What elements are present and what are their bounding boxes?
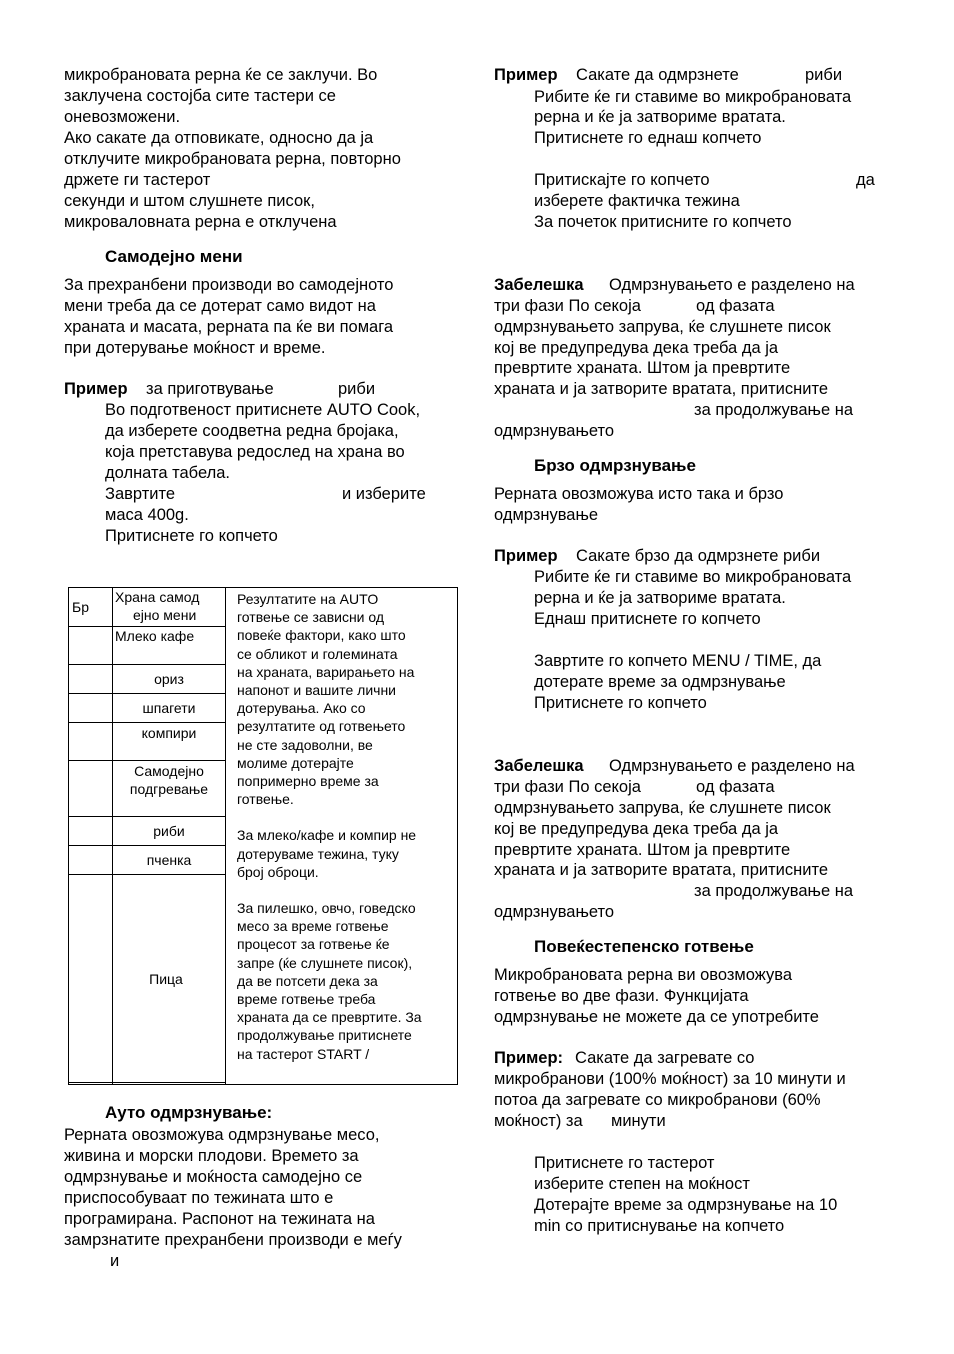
auto-menu-turn-tail: и изберите [342, 485, 426, 503]
quick-defrost-heading: Брзо одмрзнување [534, 456, 696, 475]
auto-defrost-para: замрзнатите прехранбени производи е меѓу [64, 1231, 402, 1249]
table-food-line: Самодејно [134, 763, 204, 779]
note1-label: Забелешка [494, 276, 584, 294]
auto-menu-heading: Самодејно мени [105, 247, 243, 266]
note-line: напонот и вашите лични [237, 682, 396, 699]
table-food-cell: компири [113, 723, 226, 761]
intro-line: секунди и штом слушнете писок, [64, 192, 315, 210]
note-line: Резултатите на AUTO [237, 591, 379, 607]
auto-defrost-para: живина и морски плодови. Времето за [64, 1147, 359, 1165]
auto-menu-para: при дотерување моќност и време. [64, 339, 326, 357]
quick-defrost-para: Рерната овозможува исто така и брзо [494, 485, 784, 503]
auto-menu-press: Притиснете го копчето [105, 527, 278, 545]
multistage-example-line: микробранови (100% моќност) за 10 минути и [494, 1070, 846, 1088]
auto-defrost-heading: Ауто одмрзнување: [105, 1103, 273, 1122]
note2-line: три фази По секоја [494, 778, 641, 796]
note-line: дотерувања. Ако со [237, 700, 366, 717]
note2-line: превртите храната. Штом ја превртите [494, 841, 791, 859]
table-row-no [69, 665, 113, 694]
example1-press: Притискајте го копчето [534, 171, 710, 189]
multistage-para: Микробрановата рерна ви овозможува [494, 966, 792, 984]
table-row-no [69, 875, 113, 1083]
note-line: месо за време готвење [237, 918, 389, 935]
note1-line: одмрзнувањето [494, 422, 615, 440]
example1-label: Пример [494, 66, 558, 84]
multistage-para: одмрзнување не можете да се употребите [494, 1008, 819, 1026]
note-line: готвење се зависни од [237, 609, 385, 626]
intro-line: отклучите микробрановата рерна, повторно [64, 150, 401, 168]
table-food-cell: Млеко кафе [113, 627, 226, 665]
note1-line: превртите храната. Штом ја превртите [494, 359, 791, 377]
quick-defrost-example-text: Сакате брзо да одмрзнете риби [576, 547, 821, 565]
note2-line: одмрзнувањето запрува, ќе слушнете писок [494, 799, 831, 817]
note-line: се обликот и големината [237, 645, 398, 662]
example1-tail: риби [805, 66, 843, 84]
note-line: За пилешко, овчо, говедско [237, 900, 416, 917]
note1-line: за продолжување на [694, 401, 854, 419]
intro-line: оневозможени. [64, 108, 181, 126]
note-line: продолжување притиснете [237, 1027, 412, 1044]
table-row-no [69, 761, 113, 817]
multistage-example-line: потоа да загревате со микробранови (60% [494, 1091, 821, 1109]
multistage-example-label: Пример: [494, 1049, 564, 1067]
table-food-cell: шпагети [113, 694, 226, 723]
multistage-heading: Повеќестепенско готвење [534, 937, 754, 956]
intro-line: микробрановата рерна ќе се заклучи. Во [64, 66, 378, 84]
quick-defrost-line: Еднаш притиснете го копчето [534, 610, 761, 628]
quick-defrost-line: Рибите ќе ги ставиме во микробрановата [534, 568, 852, 586]
auto-menu-step: која претставува редослед на храна во [105, 443, 405, 461]
multistage-step: Дотерајте време за одмрзнување на 10 [534, 1196, 838, 1214]
note-line: на тастерот START / [237, 1045, 370, 1062]
note-line: готвење. [237, 791, 294, 808]
note1-line: храната и ја затворите вратата, притисните [494, 380, 828, 398]
auto-menu-example-label: Пример [64, 380, 128, 398]
auto-menu-para: храната и масата, рерната па ќе ви помага [64, 318, 394, 336]
table-header-no: Бр [69, 588, 113, 627]
auto-menu-turn-label: Завртите [105, 485, 176, 503]
multistage-step: Притиснете го тастерот [534, 1154, 715, 1172]
quick-defrost-para: одмрзнување [494, 506, 599, 524]
note2-line: за продолжување на [694, 882, 854, 900]
note1-line: три фази По секоја [494, 297, 641, 315]
table-header-food-line: ејно мени [133, 607, 197, 623]
table-food-cell: риби [113, 817, 226, 846]
example1-line: рерна и ќе ја затвориме вратата. [534, 108, 786, 126]
example1-start: За почеток притисните го копчето [534, 213, 792, 231]
table-notes [226, 588, 458, 1085]
note-line: запре (ќе слушнете писок), [237, 954, 413, 971]
note-line: повеќе фактори, како што [237, 627, 406, 644]
note2-line: кој ве предупредува дека треба да ја [494, 820, 779, 838]
multistage-example-line: минути [611, 1112, 666, 1130]
note-line: молиме дотерајте [237, 754, 354, 771]
auto-defrost-para: одмрзнување и моќноста самодејно се [64, 1168, 363, 1186]
note1-line: кој ве предупредува дека треба да ја [494, 339, 779, 357]
intro-line: држете ги тастерот [64, 171, 211, 189]
note2-line: одмрзнувањето [494, 903, 615, 921]
note2-label: Забелешка [494, 757, 584, 775]
auto-defrost-para: приспособуваат по тежината што е [64, 1189, 334, 1207]
table-food-cell [113, 761, 226, 817]
quick-defrost-line: рерна и ќе ја затвориме вратата. [534, 589, 786, 607]
note-line: време готвење треба [237, 991, 376, 1008]
table-header-food [113, 588, 226, 627]
table-row-no [69, 817, 113, 846]
quick-defrost-turn: Завртите го копчето MENU / TIME, да [534, 652, 822, 670]
auto-menu-para: мени треба да се дотерат само видот на [64, 297, 376, 315]
note-line: За млеко/кафе и компир не [237, 827, 417, 844]
multistage-step: min со притиснување на копчето [534, 1217, 785, 1235]
example1-text: Сакате да одмрзнете [576, 66, 739, 84]
note1-line: одмрзнувањето запрува, ќе слушнете писок [494, 318, 831, 336]
table-food-cell: пченка [113, 846, 226, 875]
note-line: храната да се превртите. За [237, 1009, 422, 1026]
auto-menu-example-text: за приготвување [146, 380, 274, 398]
multistage-para: готвење во две фази. Функцијата [494, 987, 749, 1005]
quick-defrost-example-label: Пример [494, 547, 558, 565]
table-row-no [69, 846, 113, 875]
auto-menu-example-tail: риби [338, 380, 376, 398]
auto-menu-step: долната табела. [105, 464, 230, 482]
note-line: процесот за готвење ќе [237, 936, 390, 953]
auto-menu-step: Во подготвеност притиснете AUTO Cook, [105, 401, 421, 419]
note2-line: од фазата [696, 778, 775, 796]
table-food-cell: ориз [113, 665, 226, 694]
example1-weight: изберете фактичка тежина [534, 192, 740, 210]
auto-menu-mass: маса 400g. [105, 506, 189, 524]
table-row-no [69, 694, 113, 723]
table-food-cell: Пица [113, 875, 226, 1083]
auto-menu-table [68, 587, 458, 1085]
table-food-line: подгревање [129, 781, 209, 797]
note2-line: Одмрзнувањето е разделено на [609, 757, 855, 775]
note-line: на храната, варирањето на [237, 663, 415, 680]
intro-line: Ако сакате да отповикате, односно да ја [64, 129, 374, 147]
note-line: попримерно време за [237, 773, 379, 790]
multistage-example-line: моќност) за [494, 1112, 583, 1130]
note2-line: храната и ја затворите вратата, притисните [494, 861, 828, 879]
auto-defrost-fragment: и [110, 1252, 120, 1270]
table-row-no [69, 627, 113, 665]
table-row-no [69, 723, 113, 761]
example1-line: Рибите ќе ги ставиме во микробрановата [534, 88, 852, 106]
quick-defrost-turn: дотерате време за одмрзнување [534, 673, 786, 691]
auto-defrost-para: програмирана. Распонот на тежината на [64, 1210, 375, 1228]
auto-defrost-para: Рерната овозможува одмрзнување месо, [64, 1126, 380, 1144]
example1-line: Притиснете го еднаш копчето [534, 129, 762, 147]
note1-line: Одмрзнувањето е разделено на [609, 276, 855, 294]
note-line: дотеруваме тежина, туку [237, 845, 399, 862]
auto-menu-para: За прехранбени производи во самодејното [64, 276, 394, 294]
quick-defrost-turn: Притиснете го копчето [534, 694, 707, 712]
multistage-step: изберите степен на моќност [534, 1175, 750, 1193]
note1-line: од фазата [696, 297, 775, 315]
table-header-food-line: Храна самод [115, 589, 200, 605]
note-line: број оброци. [237, 863, 319, 880]
auto-menu-step: да изберете соодветна редна бројака, [105, 422, 399, 440]
note-line: резултатите од готвењето [237, 718, 406, 735]
multistage-example-line: Сакате да загревате со [575, 1049, 755, 1067]
intro-line: микроваловната рерна е отклучена [64, 213, 337, 231]
intro-line: заклучена состојба сите тастери се [64, 87, 336, 105]
example1-press-tail: да [856, 171, 875, 189]
note-line: не сте задоволни, ве [237, 736, 373, 753]
note-line: да ве потсети дека за [237, 972, 378, 989]
